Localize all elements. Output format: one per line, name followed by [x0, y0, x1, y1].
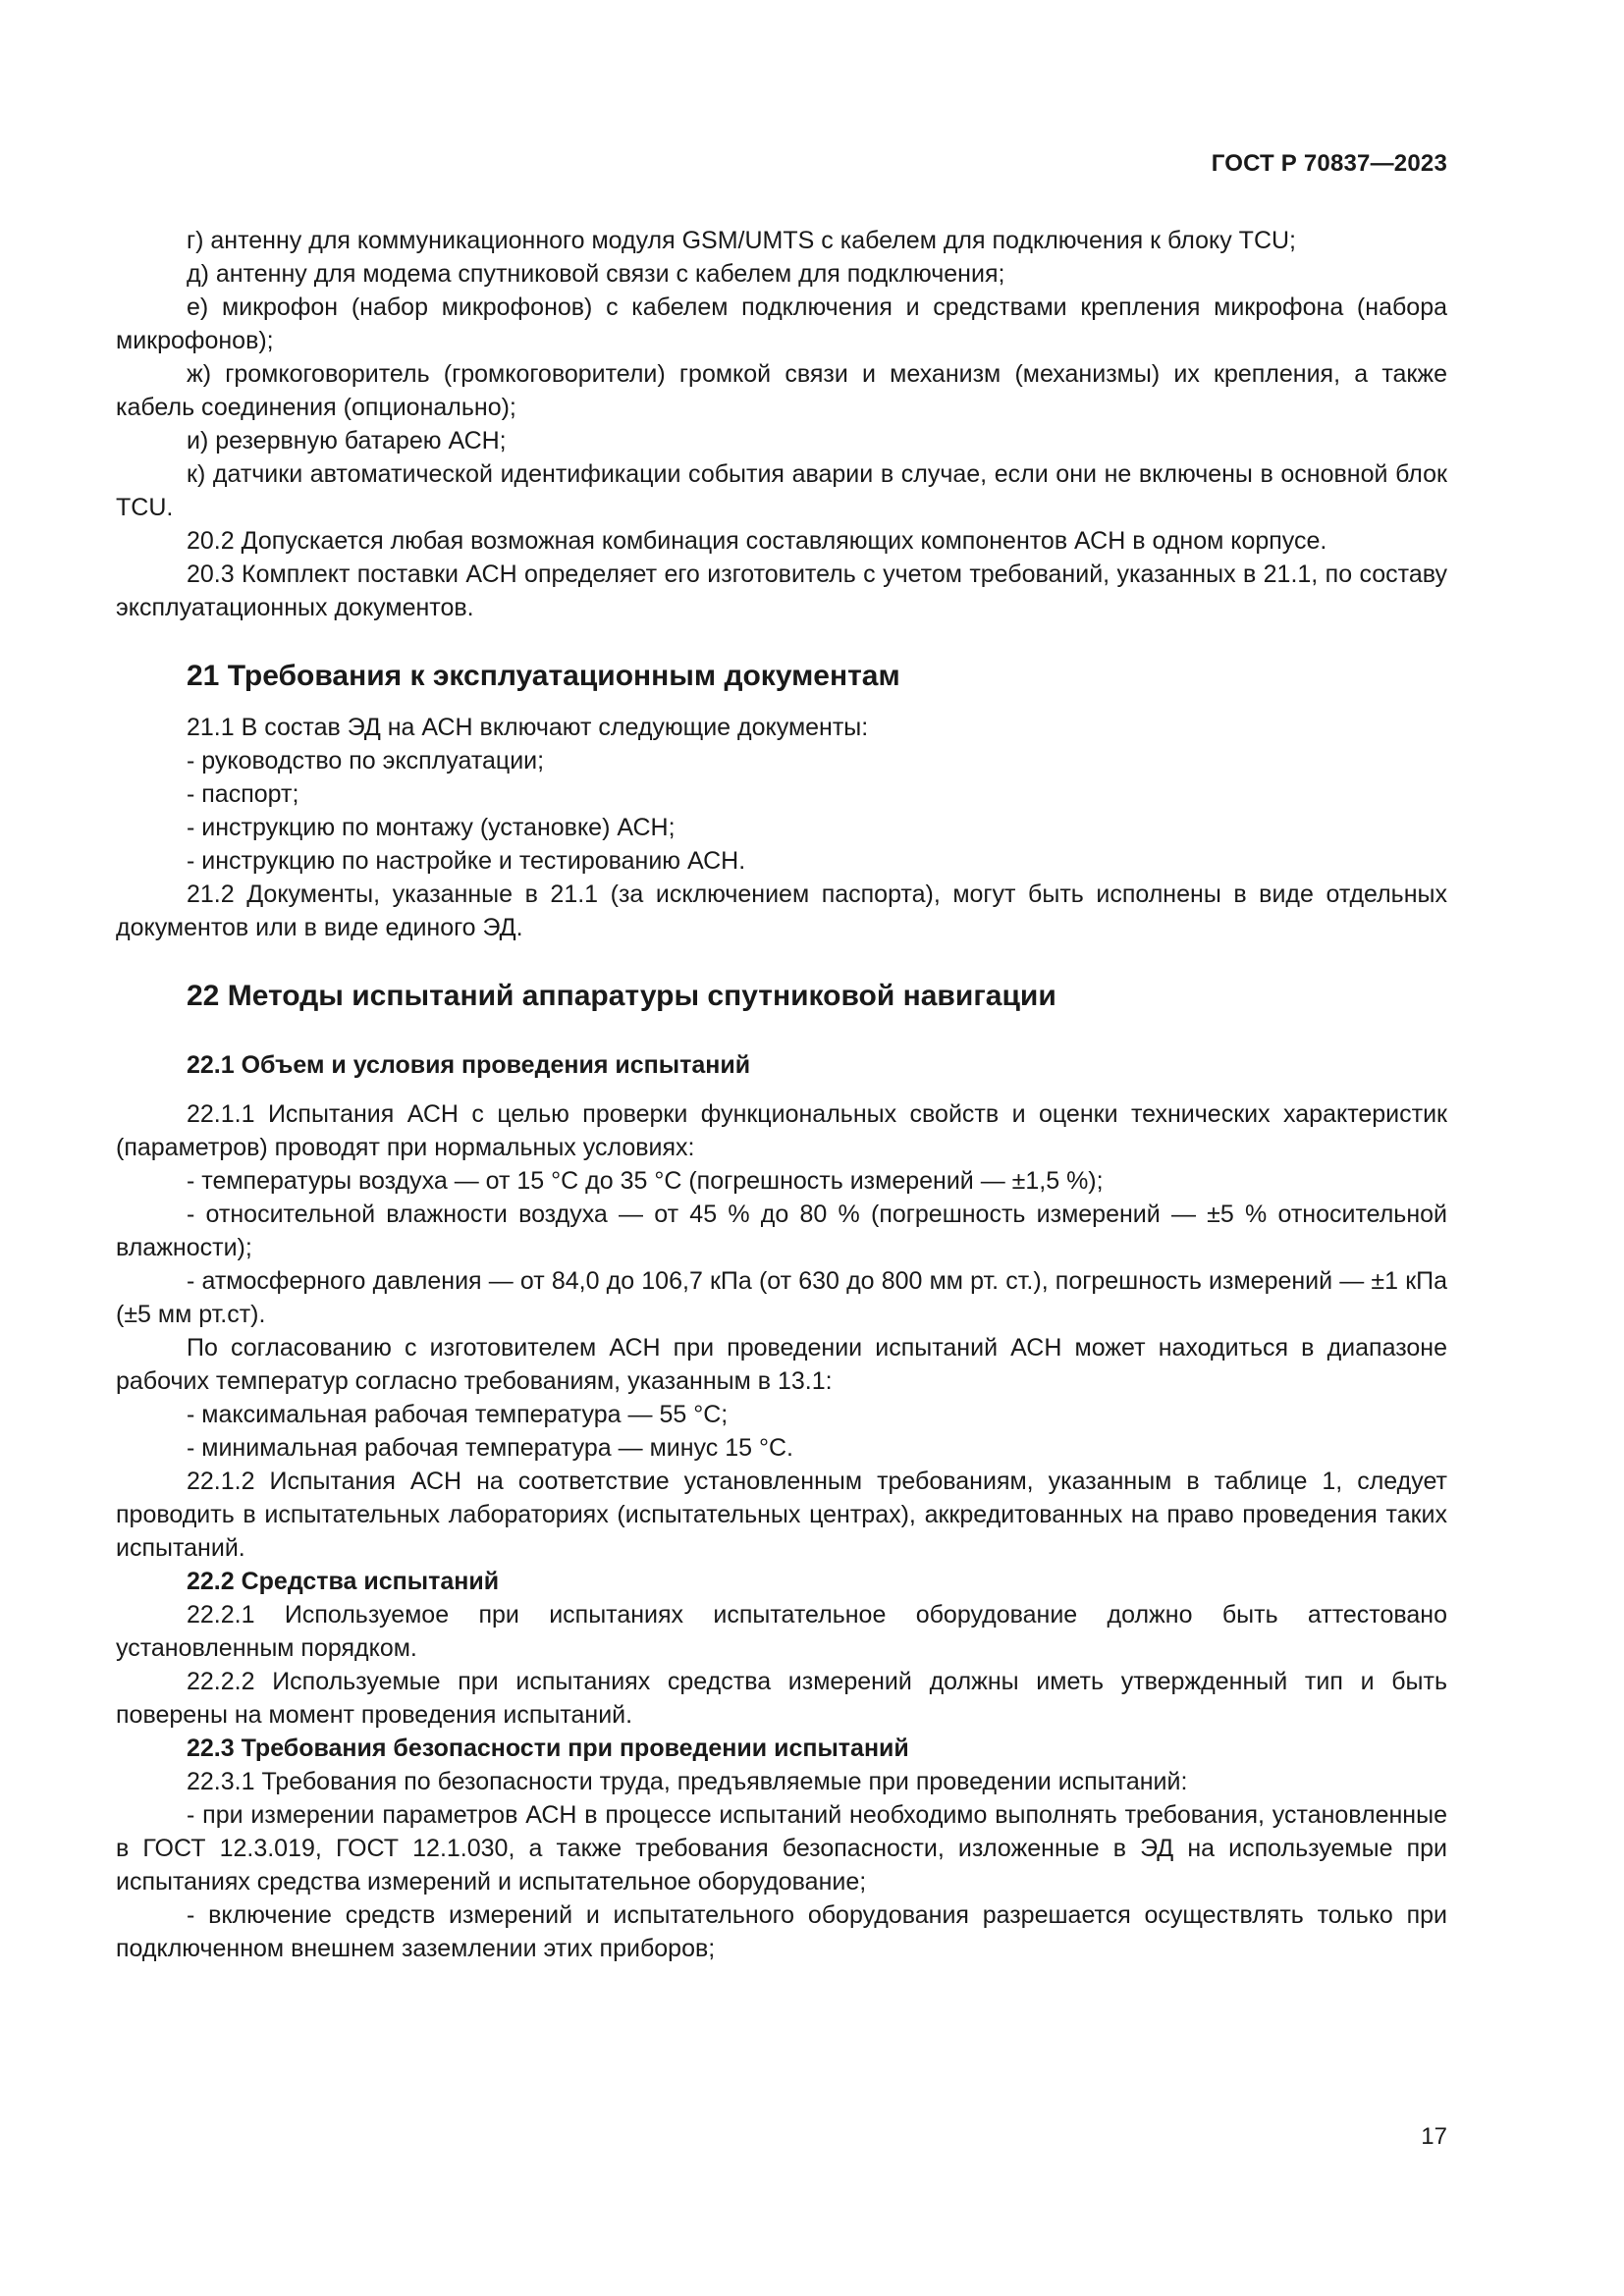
clause-21-2: 21.2 Документы, указанные в 21.1 (за исключением паспорта), могут быть исполнены в виде отдельных документов или в виде единого ЭД.	[116, 881, 1447, 941]
clause-22-3-1: 22.3.1 Требования по безопасности труда, предъявляемые при проведении испытаний:	[187, 1768, 1188, 1795]
spacer	[116, 1082, 1447, 1097]
list-item: - руководство по эксплуатации;	[187, 747, 545, 774]
clause-21-1: 21.1 В состав ЭД на АСН включают следующие документы:	[187, 714, 869, 741]
section-heading-22: 22 Методы испытаний аппаратуры спутниковой навигации	[187, 980, 1056, 1012]
list-item: - инструкцию по настройке и тестированию АСН.	[187, 847, 746, 875]
list-item: - атмосферного давления — от 84,0 до 106,7 кПа (от 630 до 800 мм рт. ст.), погрешность измерений — ±1 кПа (±5 мм рт.ст).	[116, 1267, 1447, 1328]
list-item-i: и) резервную батарею АСН;	[187, 427, 507, 454]
clause-20-3: 20.3 Комплект поставки АСН определяет его изготовитель с учетом требований, указанных в 21.1, по составу эксплуатационных документов.	[116, 561, 1447, 621]
clause-22-2-2: 22.2.2 Используемые при испытаниях средства измерений должны иметь утвержденный тип и быть поверены на момент проведения испытаний.	[116, 1668, 1447, 1729]
page-number: 17	[1421, 2123, 1447, 2150]
list-item: - включение средств измерений и испытательного оборудования разрешается осуществлять только при подключенном внешнем заземлении этих приборов;	[116, 1901, 1447, 1962]
list-item: - при измерении параметров АСН в процессе испытаний необходимо выполнять требования, установленные в ГОСТ 12.3.019, ГОСТ 12.1.030, а также требования безопасности, изложенные в ЭД на используемые при испытаниях средства измерений и испытательное оборудование;	[116, 1801, 1447, 1896]
spacer	[116, 944, 1447, 978]
clause-22-1-1: 22.1.1 Испытания АСН с целью проверки функциональных свойств и оценки технических характеристик (параметров) проводят при нормальных условиях:	[116, 1100, 1447, 1161]
list-item: - инструкцию по монтажу (установке) АСН;	[187, 814, 676, 841]
clause-22-2-1: 22.2.1 Используемое при испытаниях испытательное оборудование должно быть аттестовано установленным порядком.	[116, 1601, 1447, 1662]
list-item: - паспорт;	[187, 780, 299, 808]
spacer	[116, 695, 1447, 711]
list-item: - минимальная рабочая температура — минус 15 °С.	[187, 1434, 793, 1462]
list-item-d: д) антенну для модема спутниковой связи с кабелем для подключения;	[187, 260, 1005, 288]
list-item-e: е) микрофон (набор микрофонов) с кабелем подключения и средствами крепления микрофона (набора микрофонов);	[116, 294, 1447, 354]
page-body	[116, 224, 1447, 1965]
subsection-heading-22-1: 22.1 Объем и условия проведения испытаний	[187, 1051, 751, 1079]
list-item-g: г) антенну для коммуникационного модуля GSM/UMTS с кабелем для подключения к блоку TCU;	[187, 227, 1297, 254]
document-id-header: ГОСТ Р 70837—2023	[1211, 150, 1447, 177]
list-item: - относительной влажности воздуха — от 45 % до 80 % (погрешность измерений — ±5 % относительной влажности);	[116, 1201, 1447, 1261]
subsection-heading-22-2: 22.2 Средства испытаний	[187, 1568, 500, 1595]
list-item-k: к) датчики автоматической идентификации события аварии в случае, если они не включены в основной блок TCU.	[116, 460, 1447, 521]
spacer	[116, 1015, 1447, 1048]
clause-20-2: 20.2 Допускается любая возможная комбинация составляющих компонентов АСН в одном корпусе.	[187, 527, 1327, 555]
list-item-zh: ж) громкоговоритель (громкоговорители) громкой связи и механизм (механизмы) их крепления, а также кабель соединения (опционально);	[116, 360, 1447, 421]
section-heading-21: 21 Требования к эксплуатационным документам	[187, 660, 900, 692]
list-item: - максимальная рабочая температура — 55 °С;	[187, 1401, 729, 1428]
spacer	[116, 624, 1447, 658]
clause-22-1-1-continuation: По согласованию с изготовителем АСН при проведении испытаний АСН может находиться в диапазоне рабочих температур согласно требованиям, указанным в 13.1:	[116, 1334, 1447, 1395]
list-item: - температуры воздуха — от 15 °С до 35 °С (погрешность измерений — ±1,5 %);	[187, 1167, 1104, 1195]
subsection-heading-22-3: 22.3 Требования безопасности при проведении испытаний	[187, 1735, 909, 1762]
clause-22-1-2: 22.1.2 Испытания АСН на соответствие установленным требованиям, указанным в таблице 1, следует проводить в испытательных лабораториях (испытательных центрах), аккредитованных на право проведения таких испытаний.	[116, 1468, 1447, 1562]
